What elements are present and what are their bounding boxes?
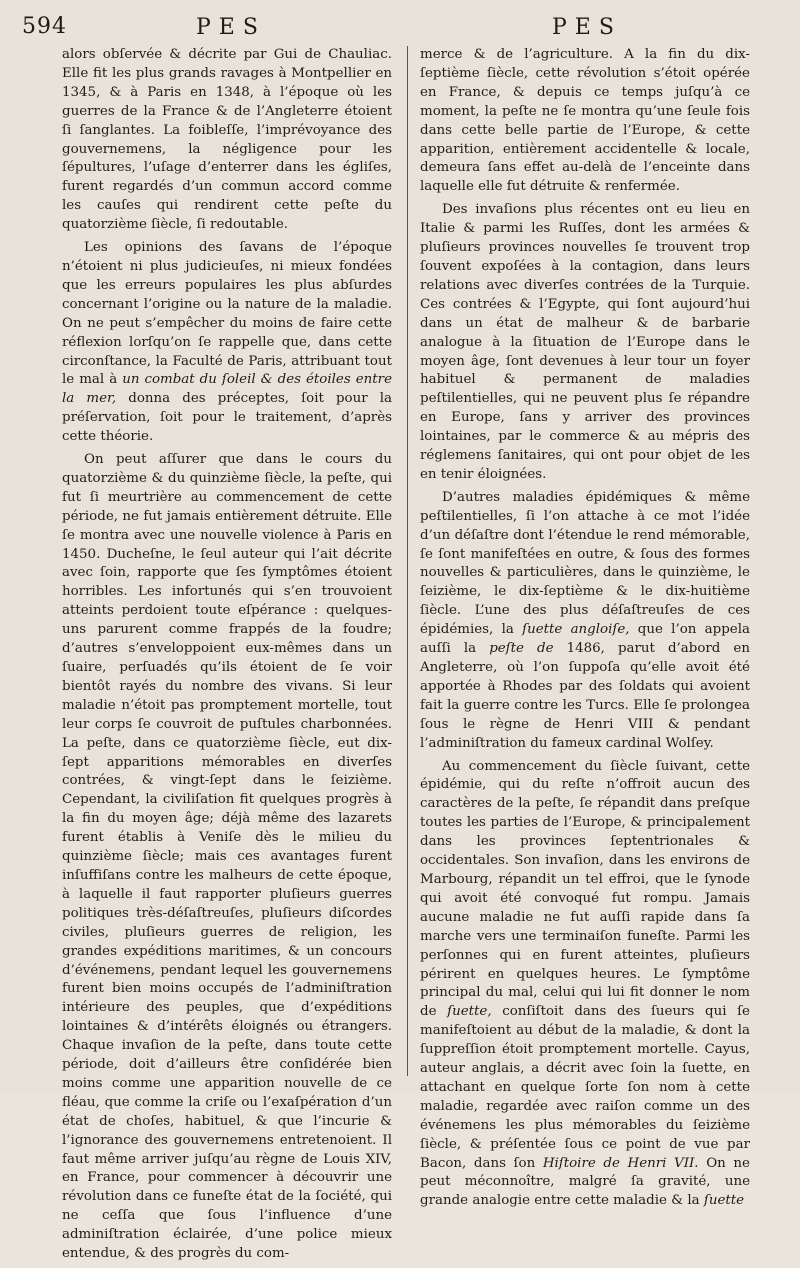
left-column	[62, 46, 392, 1268]
paragraph: alors obſervée & décrite par Gui de Chauliac. Elle fit les plus grands ravages à Montpellier en 1345, & à Paris en 1348, à l’époque où les guerres de la France & de l’Angleterre étoient ſi ſanglantes. La foibleſſe, l’imprévoyance des gouvernemens, la négligence pour les ſépultures, l’uſage d’enterrer dans les égliſes, furent regardés d’un commun accord comme les cauſes qui rendirent cette peſte du quatorzième ſiècle, ſi redoutable.	[62, 47, 392, 233]
paragraph	[62, 239, 392, 447]
text-run: que l’on appela auſſi la	[420, 622, 750, 657]
paragraph: On peut aſſurer que dans le cours du quatorzième & du quinzième ſiècle, la peſte, qui fut ſi meurtrière au commencement de cette période, ne fut jamais entièrement détruite. Elle ſe montra avec une nouvelle violence à Paris en 1450. Ducheſne, le ſeul auteur qui l’ait décrite avec ſoin, rapporte que ſes ſymptômes étoient horribles. Les infortunés qui s’en trouvoient atteints perdoient toute eſpérance : quelques-uns parurent comme frappés de la foudre; d’autres s’enveloppoient eux-mêmes dans un ſuaire, perſuadés qu’ils étoient de ſe voir bientôt rayés du nombre des vivans. Si leur maladie n’étoit pas promptement mortelle, tout leur corps ſe couvroit de puſtules charbonnées. La peſte, dans ce quatorzième ſiècle, eut dix-ſept apparitions mémorables en diverſes contrées, & vingt-ſept dans le ſeizième. Cependant, la civiliſation fit quelques progrès à la fin du moyen âge; déjà même des lazarets furent établis à Veniſe dès le milieu du quinzième ſiècle; mais ces avantages furent inſuffiſans contre les malheurs de cette époque, à laquelle il faut rapporter pluſieurs guerres politiques très-déſaſtreuſes, pluſieurs diſcordes civiles, pluſieurs guerres de religion, les grandes expéditions maritimes, & un concours d’événemens, pendant lequel les gouvernemens furent bien moins occupés de l’adminiſtration intérieure des peuples, que d’expéditions lointaines & d’intérêts éloignés ou étrangers. Chaque invaſion de la peſte, dans toute cette période, doit d’ailleurs être conſidérée bien moins comme une apparition nouvelle de ce fléau, que comme la criſe ou l’exaſpération d’un état de choſes, habituel, & que l’incurie & l’ignorance des gouvernemens entretenoient. Il faut même arriver juſqu’au règne de Louis XIV, en France, pour commencer à découvrir une révolution dans ce funeſte état de la ſociété, qui ne ceſſa que ſous l’influence d’une adminiſtration éclairée, d’une police mieux entendue, & des progrès du com-	[62, 452, 392, 1262]
italic-text: ſuette angloiſe,	[522, 622, 630, 638]
paragraph	[420, 489, 750, 754]
text-run: conſiſtoit dans des ſueurs qui ſe manifeſtoient au début de la maladie, & dont la ſuppreſſion étoit promptement mortelle. Cayus, auteur anglais, a décrit avec ſoin la ſuette, en attachant en quelque ſorte ſon nom à cette maladie, regardée avec raiſon comme un des événemens les plus mémorables du ſeizième ſiècle, & préſentée ſous ce point de vue par Bacon, dans ſon	[420, 1004, 750, 1171]
italic-text: peſte de	[489, 641, 554, 657]
text-run: On ne peut méconnoître, malgré ſa gravité, une grande analogie entre cette maladie & la	[420, 1155, 750, 1209]
column-divider	[407, 46, 408, 1076]
page-header	[0, 14, 800, 44]
paragraph: merce & de l’agriculture. A la fin du dix-ſeptième ſiècle, cette révolution s’étoit opérée en France, & depuis ce temps juſqu’à ce moment, la peſte ne ſe montra qu’une ſeule fois dans cette belle partie de l’Europe, & cette apparition, entièrement accidentelle & locale, demeura ſans effet au-delà de l’enceinte dans laquelle elle fut détruite & renfermée.	[420, 47, 750, 195]
text-run: 1486, parut d’abord en Angleterre, où l’on ſuppoſa qu’elle avoit été apportée à Rhodes par des ſoldats qui avoient fait la guerre contre les Turcs. Elle ſe prolongea ſous le règne de Henri VIII & pendant l’adminiſtration du fameux cardinal Wolſey.	[420, 641, 750, 751]
italic-text: Hiſtoire de Henri VII.	[542, 1155, 699, 1171]
running-head-left: PES	[196, 15, 266, 40]
paragraph: Des invaſions plus récentes ont eu lieu en Italie & parmi les Ruſſes, dont les armées & pluſieurs provinces nouvelles ſe trouvent trop ſouvent expoſées à la contagion, dans leurs relations avec diverſes contrées de la Turquie. Ces contrées & l’Egypte, qui ſont aujourd’hui dans un état de malheur & de barbarie analogue à la ſituation de l’Europe dans le moyen âge, ſont devenues à leur tour un foyer habituel & permanent de maladies peſtilentielles, qui ne peuvent plus ſe répandre en Europe, ſans y arriver des provinces lointaines, par le commerce & au mépris des réglemens ſanitaires, qui ont pour objet de les en tenir éloignées.	[420, 202, 750, 482]
text-run: Au commencement du ſiècle ſuivant, cette épidémie, qui du reſte n’offroit aucun des caractères de la peſte, ſe répandit dans preſque toutes les parties de l’Europe, & principalement dans les provinces ſeptentrionales & occidentales. Son invaſion, dans les environs de Marbourg, répandit un tel effroi, que le ſynode qui avoit été convoqué fut rompu. Jamais aucune maladie ne fut auſſi rapide dans ſa marche vers une terminaiſon funeſte. Parmi les perſonnes qui en furent atteintes, pluſieurs périrent en quelques heures. Le ſymptôme principal du mal, celui qui lui fit donner le nom de	[420, 758, 750, 1020]
running-head-right: PES	[552, 15, 622, 40]
text-run: donna des préceptes, ſoit pour la préſervation, ſoit pour le traitement, d’après cette théorie.	[62, 391, 392, 445]
paragraph	[420, 758, 750, 1212]
italic-text: ſuette,	[447, 1004, 492, 1020]
text-run: Les opinions des ſavans de l’époque n’étoient ni plus judicieuſes, ni mieux fondées que les erreurs populaires les plus abſurdes concernant l’origine ou la nature de la maladie. On ne peut s’empêcher du moins de faire cette réflexion lorſqu’on ſe rappelle que, dans cette circonſtance, la Faculté de Paris, attribuant tout le mal à	[62, 240, 392, 388]
page-number: 594	[22, 14, 67, 39]
italic-text: ſuette	[703, 1193, 745, 1209]
italic-text: un combat du ſoleil & des étoiles entre la mer,	[62, 372, 392, 407]
right-column	[420, 46, 750, 1215]
text-run: D’autres maladies épidémiques & même peſtilentielles, ſi l’on attache à ce mot l’idée d’un déſaſtre dont l’étendue le rend mémorable, ſe ſont manifeſtées en outre, & ſous des formes nouvelles & particulières, dans le quinzième, le ſeizième, le dix-ſeptième & le dix-huitième ſiècle. L’une des plus déſaſtreuſes de ces épidémies, la	[420, 489, 750, 638]
